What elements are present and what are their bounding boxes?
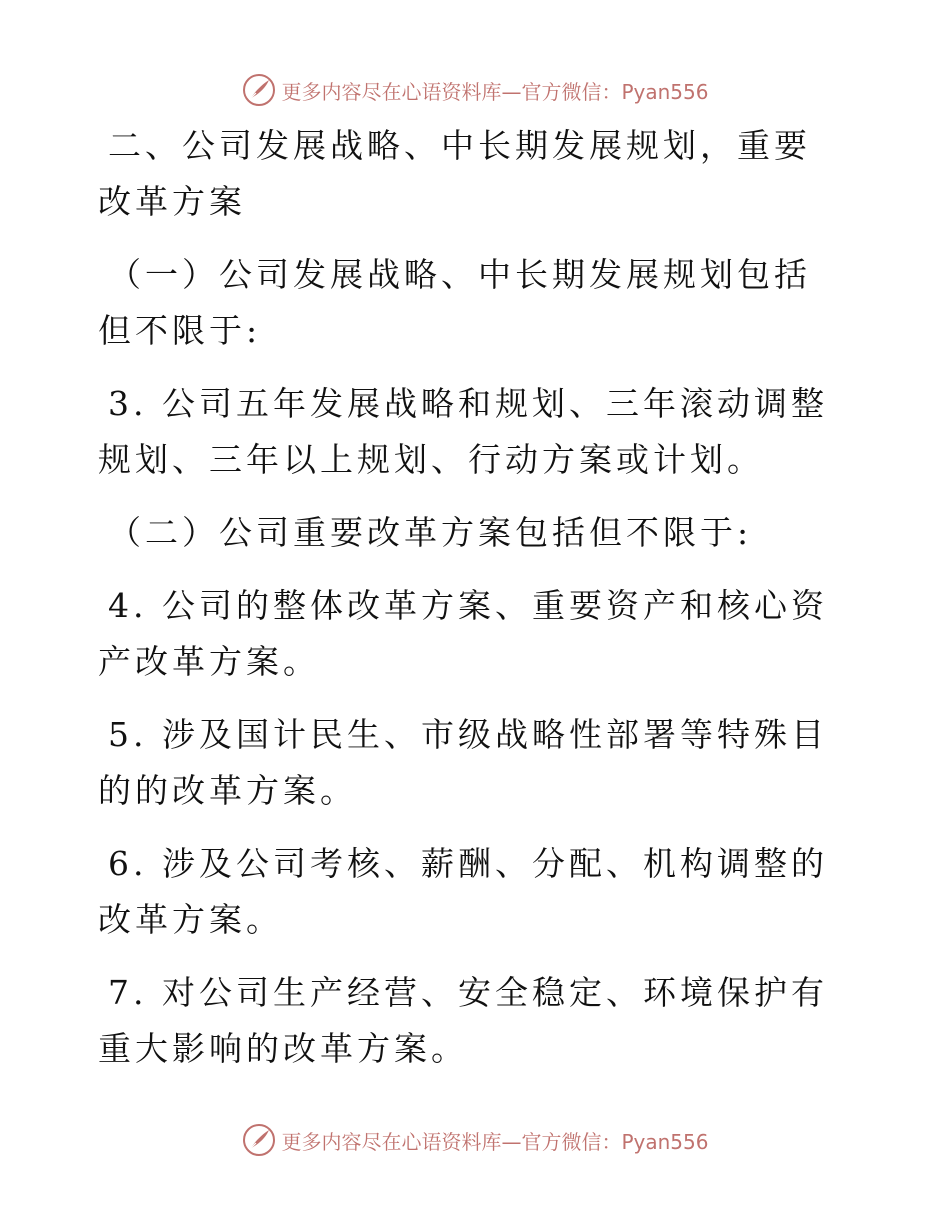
list-item: 7. 对公司生产经营、安全稳定、环境保护有重大影响的改革方案。 (98, 973, 828, 1068)
list-item: 4. 公司的整体改革方案、重要资产和核心资产改革方案。 (98, 586, 828, 681)
watermark-text: 更多内容尽在心语资料库—官方微信：Pyan556 (281, 1129, 709, 1154)
subsection-heading: （二）公司重要改革方案包括但不限于: (108, 513, 753, 552)
watermark-footer (0, 1120, 950, 1160)
feather-pen-seal-icon (241, 1122, 277, 1158)
list-item: 6. 涉及公司考核、薪酬、分配、机构调整的改革方案。 (98, 844, 828, 939)
feather-pen-seal-icon (241, 72, 277, 108)
list-item: 3. 公司五年发展战略和规划、三年滚动调整规划、三年以上规划、行动方案或计划。 (98, 384, 828, 479)
list-item: 5. 涉及国计民生、市级战略性部署等特殊目的的改革方案。 (98, 715, 828, 810)
section-heading: 二、公司发展战略、中长期发展规划，重要改革方案 (98, 126, 811, 221)
document-body (98, 118, 838, 1094)
watermark-text: 更多内容尽在心语资料库—官方微信：Pyan556 (281, 79, 709, 104)
subsection-heading: （一）公司发展战略、中长期发展规划包括但不限于: (98, 255, 811, 350)
watermark-header (0, 70, 950, 110)
